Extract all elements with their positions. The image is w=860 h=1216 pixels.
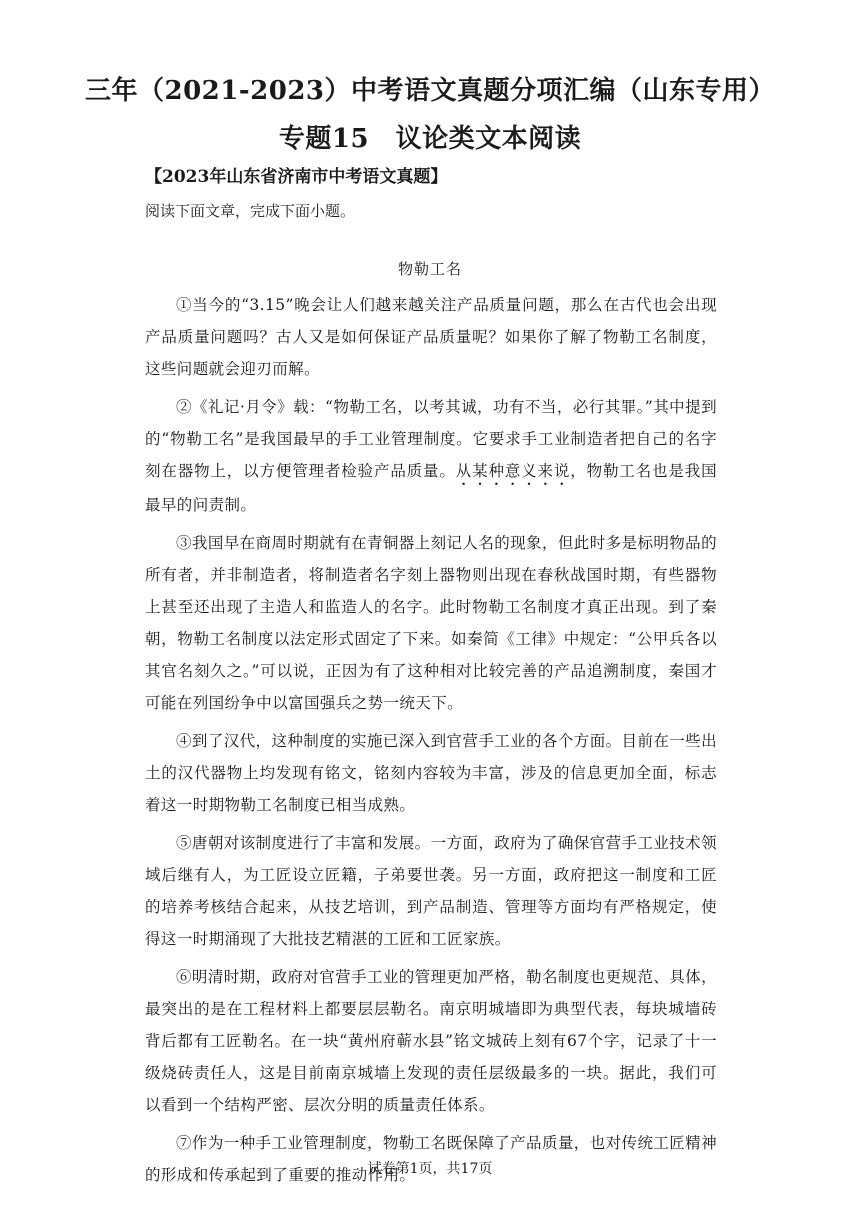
paragraph-7: ⑦作为一种手工业管理制度，物勒工名既保障了产品质量，也对传统工匠精神的形成和传承起到了重要的推动作用。 <box>145 1134 717 1184</box>
instruction-text: 阅读下面文章，完成下面小题。 <box>145 202 356 220</box>
article-body <box>145 289 717 1197</box>
paragraph-3: ③我国早在商周时期就有在青铜器上刻记人名的现象，但此时多是标明物品的所有者，并非制造者，将制造者名字刻上器物则出现在春秋战国时期，有些器物上甚至还出现了主造人和监造人的名字。此时物勒工名制度才真正出现。到了秦朝，物勒工名制度以法定形式固定了下来。如秦简《工律》中规定：“公甲兵各以其官名刻久之。”可以说，正因为有了这种相对比较完善的产品追溯制度，秦国才可能在列国纷争中以富国强兵之势一统天下。 <box>145 534 717 712</box>
paragraph-2 <box>145 391 717 521</box>
paragraph-2-tail: ，物勒工名也是我国最早的问责制。 <box>145 462 717 514</box>
document-title: 三年（2021-2023）中考语文真题分项汇编（山东专用） <box>84 76 776 106</box>
article-title: 物勒工名 <box>397 260 462 278</box>
paragraph-6: ⑥明清时期，政府对官营手工业的管理更加严格，勒名制度也更规范、具体，最突出的是在工程材料上都要层层勒名。南京明城墙即为典型代表，每块城墙砖背后都有工匠勒名。在一块“黄州府蕲水县”铭文城砖上刻有67个字，记录了十一级烧砖责任人，这是目前南京城墙上发现的责任层级最多的一块。据此，我们可以看到一个结构严密、层次分明的质量责任体系。 <box>145 968 717 1114</box>
page-footer: 试卷第1页，共17页 <box>367 1161 493 1177</box>
paragraph-5: ⑤唐朝对该制度进行了丰富和发展。一方面，政府为了确保官营手工业技术领域后继有人，为工匠设立匠籍，子弟要世袭。另一方面，政府把这一制度和工匠的培养考核结合起来，从技艺培训，到产品制造、管理等方面均有严格规定，使得这一时期涌现了大批技艺精湛的工匠和工匠家族。 <box>145 834 717 948</box>
paragraph-1: ①当今的“3.15”晚会让人们越来越关注产品质量问题，那么在古代也会出现产品质量问题吗？古人又是如何保证产品质量呢？如果你了解了物勒工名制度，这些问题就会迎刃而解。 <box>145 296 717 378</box>
emphasized-phrase: 从某种意义来说 <box>455 462 571 480</box>
section-heading: 【2023年山东省济南市中考语文真题】 <box>145 167 448 187</box>
paragraph-2-text: ②《礼记·月令》载：“物勒工名，以考其诚，功有不当，必行其罪。”其中提到的“物勒工名”是我国最早的手工业管理制度。它要求手工业制造者把自己的名字刻在器物上，以方便管理者检验产品质量。 <box>145 398 717 480</box>
document-subtitle: 专题15 议论类文本阅读 <box>278 124 582 154</box>
paragraph-4: ④到了汉代，这种制度的实施已深入到官营手工业的各个方面。目前在一些出土的汉代器物上均发现有铭文，铭刻内容较为丰富，涉及的信息更加全面，标志着这一时期物勒工名制度已相当成熟。 <box>145 732 717 814</box>
